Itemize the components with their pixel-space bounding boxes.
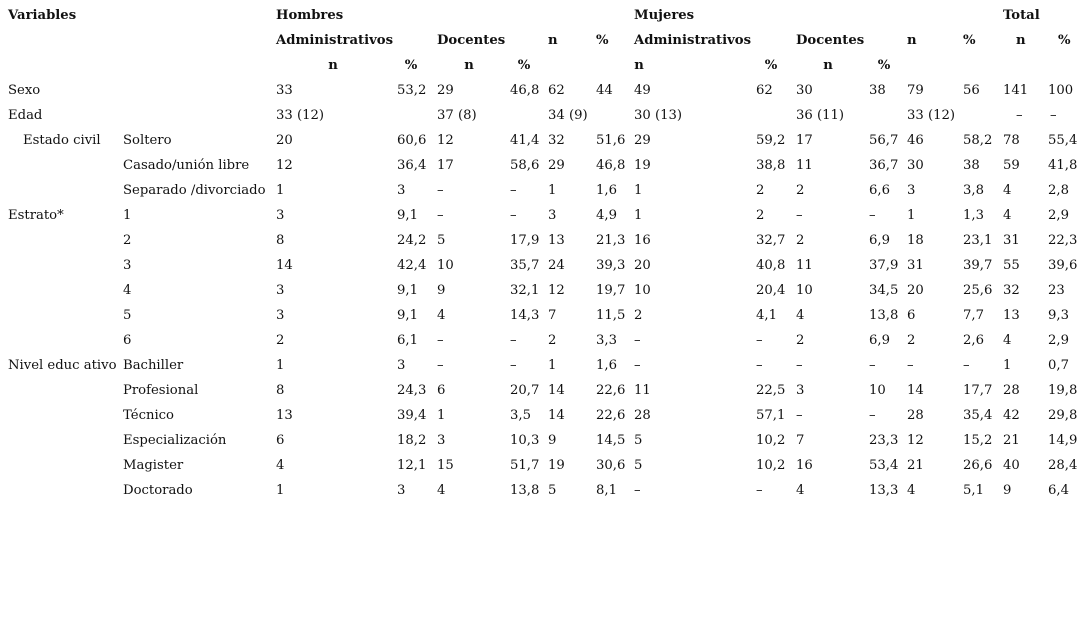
- table-cell: 6,9: [869, 333, 890, 348]
- row-label: Separado /divorciado: [123, 183, 266, 198]
- table-cell: 29,8: [1048, 408, 1078, 423]
- row-label: Especialización: [123, 433, 227, 448]
- table-cell: –: [796, 408, 803, 423]
- table-cell: 40: [1003, 458, 1020, 473]
- table-cell: 14: [548, 408, 565, 423]
- row-label-edad: Edad: [8, 108, 43, 123]
- table-cell: 37,9: [869, 258, 899, 273]
- table-cell: 3: [548, 208, 557, 223]
- table-cell: 2: [634, 308, 643, 323]
- table-cell: 23,1: [963, 233, 993, 248]
- table-cell: 40,8: [756, 258, 786, 273]
- cell-edad: 34 (9): [548, 108, 588, 123]
- table-cell: 1,6: [596, 183, 617, 198]
- row-label: Bachiller: [123, 358, 184, 373]
- header-m-adm-n: n: [634, 58, 644, 73]
- table-cell: –: [869, 358, 876, 373]
- row-label: 3: [123, 258, 132, 273]
- table-cell: 19,7: [596, 283, 626, 298]
- table-cell: 16: [796, 458, 813, 473]
- table-cell: 28: [1003, 383, 1020, 398]
- cell-edad: 30 (13): [634, 108, 683, 123]
- group-label: Estrato*: [8, 208, 64, 223]
- header-h-doc-pct: %: [517, 58, 531, 73]
- table-cell: 10: [869, 383, 886, 398]
- table-cell: 17,7: [963, 383, 993, 398]
- table-cell: 32,7: [756, 233, 786, 248]
- table-cell: 4: [1003, 208, 1012, 223]
- table-cell: 10,3: [510, 433, 540, 448]
- table-cell: 1: [1003, 358, 1012, 373]
- table-cell: 18,2: [397, 433, 427, 448]
- cell-sexo: 38: [869, 83, 886, 98]
- table-cell: 20: [907, 283, 924, 298]
- table-cell: 55,4: [1048, 133, 1078, 148]
- table-cell: 3: [437, 433, 446, 448]
- table-cell: 21,3: [596, 233, 626, 248]
- row-label: Magister: [123, 458, 184, 473]
- table-cell: 42: [1003, 408, 1020, 423]
- table-cell: 2: [907, 333, 916, 348]
- table-cell: 4: [276, 458, 285, 473]
- table-cell: –: [756, 333, 763, 348]
- table-cell: 7: [548, 308, 557, 323]
- header-variables: Variables: [8, 8, 77, 23]
- table-cell: 36,7: [869, 158, 899, 173]
- table-cell: 5: [548, 483, 557, 498]
- table-cell: 3: [276, 283, 285, 298]
- table-cell: 1,6: [596, 358, 617, 373]
- table-cell: 30: [907, 158, 924, 173]
- table-cell: 25,6: [963, 283, 993, 298]
- header-m-doc-n: n: [823, 58, 833, 73]
- table-cell: 23: [1048, 283, 1065, 298]
- row-label: 2: [123, 233, 132, 248]
- table-cell: 57,1: [756, 408, 786, 423]
- cell-sexo: 33: [276, 83, 293, 98]
- table-cell: 14,9: [1048, 433, 1078, 448]
- table-cell: 1: [276, 183, 285, 198]
- table-cell: –: [437, 358, 444, 373]
- table-cell: 41,8: [1048, 158, 1078, 173]
- table-cell: 8,1: [596, 483, 617, 498]
- table-cell: 46: [907, 133, 924, 148]
- table-cell: 5,1: [963, 483, 984, 498]
- table-cell: 15: [437, 458, 454, 473]
- table-cell: 32,1: [510, 283, 540, 298]
- table-cell: –: [756, 358, 763, 373]
- table-cell: –: [963, 358, 970, 373]
- row-label: Técnico: [123, 408, 174, 423]
- table-cell: 20: [634, 258, 651, 273]
- table-cell: –: [796, 358, 803, 373]
- table-cell: 12: [907, 433, 924, 448]
- cell-sexo: 29: [437, 83, 454, 98]
- table-cell: 3: [796, 383, 805, 398]
- table-cell: 22,3: [1048, 233, 1078, 248]
- table-cell: 22,6: [596, 408, 626, 423]
- cell-sexo: 30: [796, 83, 813, 98]
- header-mujeres-administrativos: Administrativos: [634, 33, 752, 48]
- table-cell: 51,6: [596, 133, 626, 148]
- table-cell: –: [437, 333, 444, 348]
- table-cell: 59: [1003, 158, 1020, 173]
- cell-edad: 36 (11): [796, 108, 845, 123]
- cell-sexo: 62: [756, 83, 773, 98]
- table-cell: 28: [907, 408, 924, 423]
- cell-sexo: 56: [963, 83, 980, 98]
- table-cell: 4: [437, 308, 446, 323]
- table-cell: 2,6: [963, 333, 984, 348]
- table-cell: 14: [907, 383, 924, 398]
- table-cell: 17: [796, 133, 813, 148]
- table-cell: 60,6: [397, 133, 427, 148]
- table-cell: 12,1: [397, 458, 427, 473]
- table-cell: 1,3: [963, 208, 984, 223]
- table-cell: 18: [907, 233, 924, 248]
- table-cell: 24,3: [397, 383, 427, 398]
- table-cell: 0,7: [1048, 358, 1069, 373]
- table-cell: 2: [276, 333, 285, 348]
- table-cell: 13,8: [869, 308, 899, 323]
- table-cell: 29: [634, 133, 651, 148]
- table-cell: 3,8: [963, 183, 984, 198]
- table-cell: 5: [634, 458, 643, 473]
- table-cell: 2,9: [1048, 208, 1069, 223]
- table-cell: –: [756, 483, 763, 498]
- table-cell: 2,9: [1048, 333, 1069, 348]
- table-cell: 17: [437, 158, 454, 173]
- table-cell: 5: [437, 233, 446, 248]
- table-cell: 4: [796, 483, 805, 498]
- table-cell: 2: [756, 208, 765, 223]
- table-cell: 4: [907, 483, 916, 498]
- table-cell: 20,7: [510, 383, 540, 398]
- table-cell: 21: [1003, 433, 1020, 448]
- table-cell: 15,2: [963, 433, 993, 448]
- table-cell: –: [510, 358, 517, 373]
- table-cell: 4: [1003, 333, 1012, 348]
- table-cell: 46,8: [596, 158, 626, 173]
- table-cell: 24: [548, 258, 565, 273]
- table-cell: 32: [1003, 283, 1020, 298]
- table-cell: 7,7: [963, 308, 984, 323]
- header-total-n: n: [1016, 33, 1026, 48]
- table-cell: 6: [437, 383, 446, 398]
- table-cell: 58,2: [963, 133, 993, 148]
- table-cell: 12: [548, 283, 565, 298]
- table-cell: 32: [548, 133, 565, 148]
- table-cell: 2: [796, 333, 805, 348]
- header-mujeres-docentes: Docentes: [796, 33, 865, 48]
- header-h-adm-pct: %: [404, 58, 418, 73]
- table-cell: –: [634, 333, 641, 348]
- header-hombres: Hombres: [276, 8, 344, 23]
- table-cell: 3,5: [510, 408, 531, 423]
- cell-sexo: 62: [548, 83, 565, 98]
- table-cell: 21: [907, 458, 924, 473]
- table-cell: 4,9: [596, 208, 617, 223]
- table-cell: 41,4: [510, 133, 540, 148]
- table-cell: 3,3: [596, 333, 617, 348]
- row-label: 5: [123, 308, 132, 323]
- table-cell: 4: [1003, 183, 1012, 198]
- table-cell: 3: [276, 208, 285, 223]
- row-label: Doctorado: [123, 483, 193, 498]
- table-cell: 1: [437, 408, 446, 423]
- cell-edad: 33 (12): [276, 108, 325, 123]
- table-cell: –: [510, 208, 517, 223]
- table-cell: 29: [548, 158, 565, 173]
- table-cell: 38,8: [756, 158, 786, 173]
- cell-edad: –: [1016, 108, 1023, 123]
- table-cell: –: [634, 358, 641, 373]
- table-cell: 4: [796, 308, 805, 323]
- table-cell: 11: [796, 158, 813, 173]
- table-cell: 20: [276, 133, 293, 148]
- table-cell: 3: [276, 308, 285, 323]
- header-mujeres-pct: %: [963, 33, 976, 48]
- table-cell: 12: [276, 158, 293, 173]
- table-cell: 39,3: [596, 258, 626, 273]
- table-cell: 13,3: [869, 483, 899, 498]
- cell-sexo: 44: [596, 83, 613, 98]
- table-cell: 10,2: [756, 458, 786, 473]
- table-cell: –: [634, 483, 641, 498]
- table-cell: 22,5: [756, 383, 786, 398]
- table-cell: 14: [548, 383, 565, 398]
- group-label: Nivel educ ativo: [8, 358, 117, 373]
- table-cell: 51,7: [510, 458, 540, 473]
- header-h-doc-n: n: [464, 58, 474, 73]
- table-cell: –: [437, 208, 444, 223]
- table-cell: 9: [1003, 483, 1012, 498]
- table-cell: 6,4: [1048, 483, 1069, 498]
- table-cell: 9,3: [1048, 308, 1069, 323]
- header-total-pct: %: [1058, 33, 1071, 48]
- table-cell: 8: [276, 233, 285, 248]
- table-cell: 13: [276, 408, 293, 423]
- row-label-sexo: Sexo: [8, 83, 41, 98]
- table-cell: 35,7: [510, 258, 540, 273]
- table-cell: 22,6: [596, 383, 626, 398]
- table-cell: 53,4: [869, 458, 899, 473]
- table-cell: 42,4: [397, 258, 427, 273]
- header-hombres-administrativos: Administrativos: [276, 33, 394, 48]
- table-cell: 31: [907, 258, 924, 273]
- table-cell: –: [437, 183, 444, 198]
- table-cell: 13: [548, 233, 565, 248]
- header-hombres-docentes: Docentes: [437, 33, 506, 48]
- table-cell: 39,4: [397, 408, 427, 423]
- table-cell: 28,4: [1048, 458, 1078, 473]
- table-cell: 9,1: [397, 308, 418, 323]
- table-cell: 26,6: [963, 458, 993, 473]
- table-cell: 20,4: [756, 283, 786, 298]
- cell-sexo: 141: [1003, 83, 1029, 98]
- table-cell: 9,1: [397, 283, 418, 298]
- table-cell: 3: [397, 483, 406, 498]
- header-h-adm-n: n: [328, 58, 338, 73]
- header-mujeres-n: n: [907, 33, 917, 48]
- table-cell: 1: [907, 208, 916, 223]
- table-cell: 14,3: [510, 308, 540, 323]
- row-label: Soltero: [123, 133, 172, 148]
- table-cell: 34,5: [869, 283, 899, 298]
- table-cell: 6,9: [869, 233, 890, 248]
- table-cell: 2,8: [1048, 183, 1069, 198]
- table-cell: 19: [548, 458, 565, 473]
- table-cell: 6: [276, 433, 285, 448]
- table-cell: 10: [437, 258, 454, 273]
- table-cell: 19: [634, 158, 651, 173]
- table-cell: 6,1: [397, 333, 418, 348]
- table-cell: 28: [634, 408, 651, 423]
- cell-edad: 33 (12): [907, 108, 956, 123]
- row-label: 4: [123, 283, 132, 298]
- table-cell: 17,9: [510, 233, 540, 248]
- table-cell: –: [510, 183, 517, 198]
- table-cell: –: [510, 333, 517, 348]
- table-cell: 3: [397, 358, 406, 373]
- table-cell: 1: [276, 483, 285, 498]
- group-label: Estado civil: [23, 133, 101, 148]
- table-cell: 2: [548, 333, 557, 348]
- cell-sexo: 49: [634, 83, 651, 98]
- table-cell: 10: [634, 283, 651, 298]
- table-cell: 55: [1003, 258, 1020, 273]
- cell-sexo: 46,8: [510, 83, 540, 98]
- header-m-adm-pct: %: [764, 58, 778, 73]
- table-cell: 1: [634, 208, 643, 223]
- table-cell: 6,6: [869, 183, 890, 198]
- table-cell: 11,5: [596, 308, 626, 323]
- cell-sexo: 100: [1048, 83, 1074, 98]
- table-cell: 3: [397, 183, 406, 198]
- table-cell: 13,8: [510, 483, 540, 498]
- cell-sexo: 53,2: [397, 83, 427, 98]
- header-total: Total: [1003, 8, 1040, 23]
- table-cell: 1: [634, 183, 643, 198]
- table-cell: 2: [756, 183, 765, 198]
- table-cell: –: [796, 208, 803, 223]
- header-hombres-pct: %: [596, 33, 609, 48]
- table-cell: 1: [276, 358, 285, 373]
- table-cell: 2: [796, 233, 805, 248]
- table-cell: 78: [1003, 133, 1020, 148]
- table-cell: 59,2: [756, 133, 786, 148]
- table-cell: 11: [796, 258, 813, 273]
- table-cell: 56,7: [869, 133, 899, 148]
- cell-sexo: 79: [907, 83, 924, 98]
- table-cell: 2: [796, 183, 805, 198]
- row-label: 6: [123, 333, 132, 348]
- table-cell: 39,7: [963, 258, 993, 273]
- header-hombres-n: n: [548, 33, 558, 48]
- cell-edad: 37 (8): [437, 108, 477, 123]
- table-cell: 36,4: [397, 158, 427, 173]
- table-cell: 13: [1003, 308, 1020, 323]
- table-cell: 9,1: [397, 208, 418, 223]
- table-cell: 38: [963, 158, 980, 173]
- table-cell: –: [869, 408, 876, 423]
- row-label: 1: [123, 208, 132, 223]
- table-cell: 1: [548, 358, 557, 373]
- table-cell: 6: [907, 308, 916, 323]
- header-m-doc-pct: %: [877, 58, 891, 73]
- table-cell: 3: [907, 183, 916, 198]
- table-cell: 14: [276, 258, 293, 273]
- table-cell: 4: [437, 483, 446, 498]
- table-cell: 10,2: [756, 433, 786, 448]
- table-cell: 4,1: [756, 308, 777, 323]
- table-cell: 23,3: [869, 433, 899, 448]
- cell-edad: –: [1050, 108, 1057, 123]
- table-cell: 10: [796, 283, 813, 298]
- header-mujeres: Mujeres: [634, 8, 695, 23]
- row-label: Casado/unión libre: [123, 158, 250, 173]
- table-cell: 24,2: [397, 233, 427, 248]
- table-cell: –: [907, 358, 914, 373]
- table-cell: 30,6: [596, 458, 626, 473]
- table-cell: 35,4: [963, 408, 993, 423]
- table-cell: 16: [634, 233, 651, 248]
- table-cell: 39,6: [1048, 258, 1078, 273]
- table-cell: 14,5: [596, 433, 626, 448]
- table-cell: 12: [437, 133, 454, 148]
- table-cell: 7: [796, 433, 805, 448]
- table-cell: 19,8: [1048, 383, 1078, 398]
- table-cell: 1: [548, 183, 557, 198]
- table-cell: 9: [437, 283, 446, 298]
- table-cell: 31: [1003, 233, 1020, 248]
- table-cell: –: [869, 208, 876, 223]
- row-label: Profesional: [123, 383, 199, 398]
- table-cell: 58,6: [510, 158, 540, 173]
- table-cell: 9: [548, 433, 557, 448]
- table-cell: 8: [276, 383, 285, 398]
- table-cell: 5: [634, 433, 643, 448]
- table-cell: 11: [634, 383, 651, 398]
